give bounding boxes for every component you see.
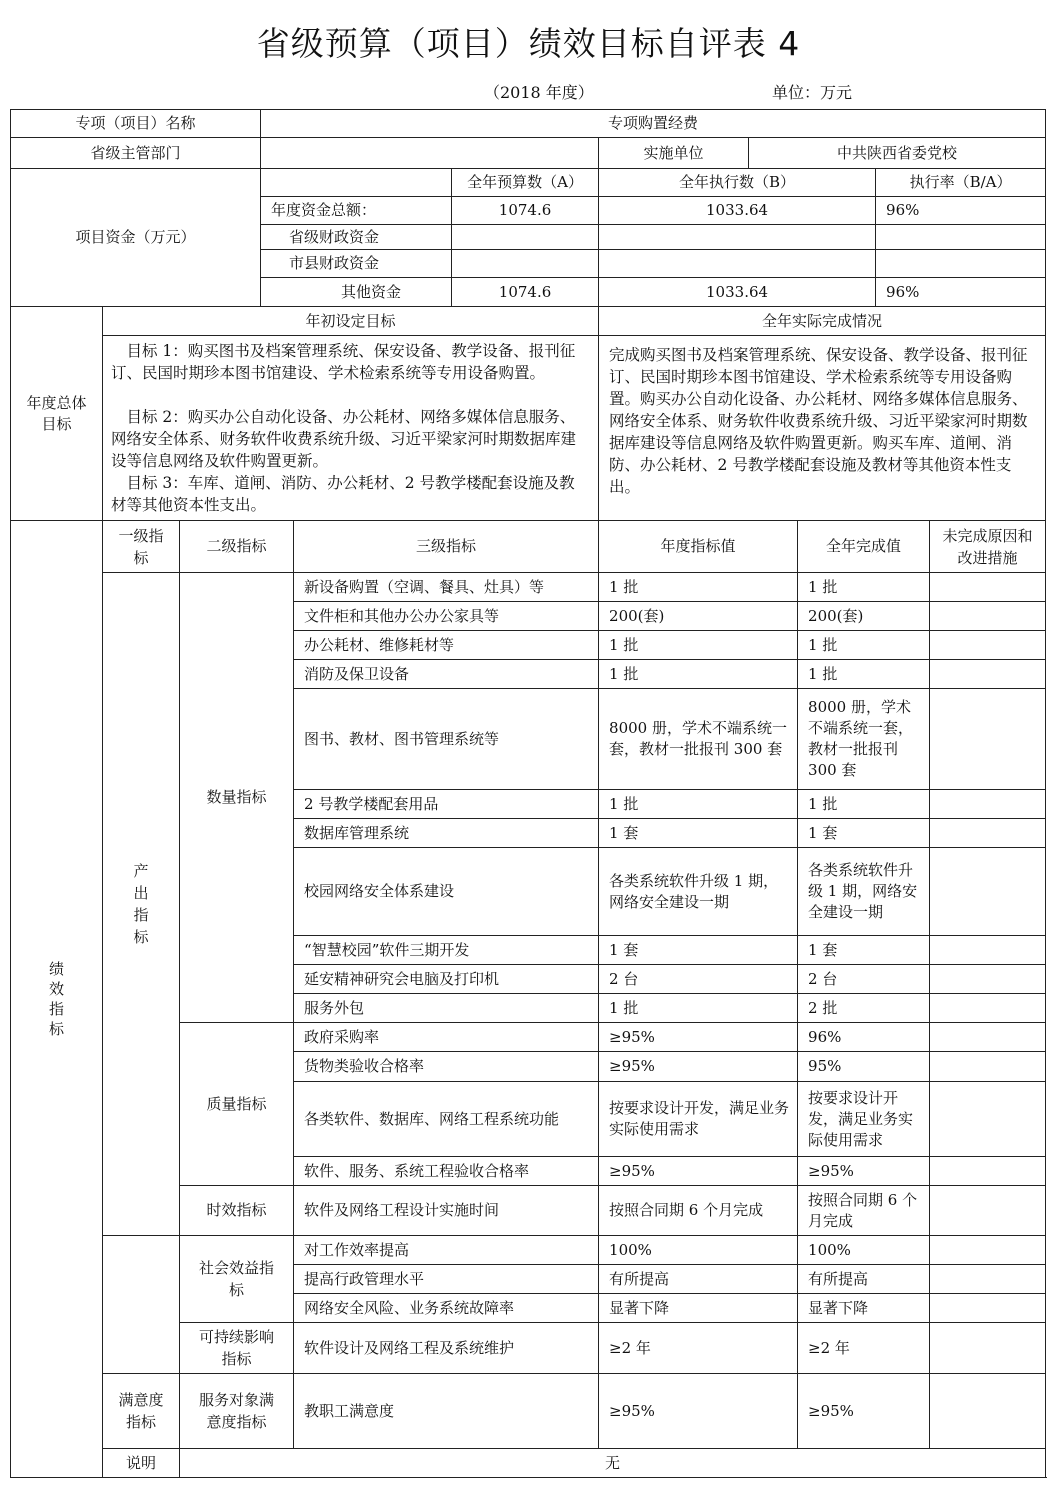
indicator-actual: 1 套	[798, 936, 930, 965]
funds-row-label: 省级财政资金	[261, 225, 452, 250]
level2-quantity: 数量指标	[180, 573, 294, 1023]
goals-label: 年度总体目标	[11, 307, 103, 521]
indicator-reason	[930, 631, 1046, 660]
currency-unit: 单位：万元	[772, 83, 853, 102]
indicator-actual: 1 套	[798, 819, 930, 848]
indicators-label: 绩效指标	[11, 521, 103, 1478]
indicator-actual: ≥95%	[798, 1374, 930, 1449]
funds-row-budget: 1074.6	[452, 278, 599, 307]
indicator-actual: 2 批	[798, 994, 930, 1023]
indicator-actual: 1 批	[798, 573, 930, 602]
indicator-actual: 2 台	[798, 965, 930, 994]
indicator-target: ≥95%	[599, 1374, 798, 1449]
funds-header-rate: 执行率（B/A）	[876, 169, 1046, 197]
indicator-actual: 100%	[798, 1236, 930, 1265]
indicator-name: 服务外包	[294, 994, 599, 1023]
indicator-name: 新设备购置（空调、餐具、灶具）等	[294, 573, 599, 602]
evaluation-table	[10, 109, 1046, 1478]
note-value: 无	[180, 1449, 1046, 1478]
goals-actual: 完成购买图书及档案管理系统、保安设备、教学设备、报刊征订、民国时期珍本图书馆建设、学术检索系统等专用设备购置。购买办公自动化设备、办公耗材、网络多媒体信息服务、网络安全体系、财务软件收费系统升级、习近平梁家河时期数据库建设等信息网络及软件购置更新。购买车库、道闸、消防、办公耗材、2 号教学楼配套设施及教材等其他资本性支出。	[599, 336, 1046, 521]
funds-row-executed: 1033.64	[599, 197, 876, 225]
indicator-reason	[930, 1294, 1046, 1323]
indicator-name: “智慧校园”软件三期开发	[294, 936, 599, 965]
goal-2: 目标 2：购买办公自动化设备、办公耗材、网络多媒体信息服务、网络安全体系、财务软件收费系统升级、习近平梁家河时期数据库建设等信息网络及软件购置更新。	[111, 408, 577, 470]
impl-value: 中共陕西省委党校	[749, 138, 1046, 169]
goal-3: 目标 3：车库、道闸、消防、办公耗材、2 号教学楼配套设施及教材等其他资本性支出。	[111, 474, 575, 514]
header-level1: 一级指标	[103, 521, 180, 573]
project-name-label: 专项（项目）名称	[11, 110, 261, 138]
indicator-target: ≥95%	[599, 1052, 798, 1082]
funds-header-blank	[261, 169, 452, 197]
goals-actual-header: 全年实际完成情况	[599, 307, 1046, 336]
indicator-actual: 1 批	[798, 790, 930, 819]
indicator-name: 软件及网络工程设计实施时间	[294, 1186, 599, 1236]
indicator-name: 教职工满意度	[294, 1374, 599, 1449]
project-name-value: 专项购置经费	[261, 110, 1046, 138]
funds-row-rate: 96%	[876, 278, 1046, 307]
indicator-reason	[930, 936, 1046, 965]
indicator-reason	[930, 1052, 1046, 1082]
indicator-name: 政府采购率	[294, 1023, 599, 1052]
indicator-actual: 按要求设计开发，满足业务实际使用需求	[798, 1082, 930, 1157]
indicator-actual: 95%	[798, 1052, 930, 1082]
indicator-actual: 各类系统软件升级 1 期，网络安全建设一期	[798, 848, 930, 936]
indicator-target: ≥95%	[599, 1023, 798, 1052]
indicator-reason	[930, 1023, 1046, 1052]
indicator-reason	[930, 1236, 1046, 1265]
note-row	[11, 1449, 1046, 1478]
indicator-reason	[930, 848, 1046, 936]
indicator-target: 按照合同期 6 个月完成	[599, 1186, 798, 1236]
indicator-actual: 200(套)	[798, 602, 930, 631]
header-target: 年度指标值	[599, 521, 798, 573]
impl-label: 实施单位	[599, 138, 749, 169]
indicator-reason	[930, 965, 1046, 994]
level2-service: 服务对象满意度指标	[180, 1374, 294, 1449]
dept-value	[261, 138, 599, 169]
funds-row-budget: 1074.6	[452, 197, 599, 225]
indicator-target: 显著下降	[599, 1294, 798, 1323]
indicator-actual: 按照合同期 6 个月完成	[798, 1186, 930, 1236]
funds-row-label: 市县财政资金	[261, 250, 452, 278]
project-name-row	[11, 110, 1046, 138]
indicator-target: ≥95%	[599, 1157, 798, 1186]
funds-row-executed: 1033.64	[599, 278, 876, 307]
indicator-actual: 1 批	[798, 660, 930, 689]
indicator-name: 网络安全风险、业务系统故障率	[294, 1294, 599, 1323]
goals-header-row	[11, 307, 1046, 336]
level1-output: 产出指标	[103, 573, 180, 1236]
indicators-header-row	[11, 521, 1046, 573]
indicator-actual: 8000 册，学术不端系统一套，教材一批报刊 300 套	[798, 689, 930, 790]
indicator-name: 软件、服务、系统工程验收合格率	[294, 1157, 599, 1186]
indicator-name: 图书、教材、图书管理系统等	[294, 689, 599, 790]
indicator-target: 2 台	[599, 965, 798, 994]
level2-quality: 质量指标	[180, 1023, 294, 1186]
goals-initial-header: 年初设定目标	[103, 307, 599, 336]
level2-sustainable: 可持续影响指标	[180, 1323, 294, 1374]
indicator-reason	[930, 790, 1046, 819]
goal-1: 目标 1：购买图书及档案管理系统、保安设备、教学设备、报刊征订、民国时期珍本图书馆建设、学术检索系统等专用设备购置。	[111, 342, 576, 382]
indicator-target: 1 批	[599, 573, 798, 602]
level2-social: 社会效益指标	[180, 1236, 294, 1323]
level2-timeliness: 时效指标	[180, 1186, 294, 1236]
indicator-reason	[930, 1157, 1046, 1186]
indicator-target: 1 批	[599, 790, 798, 819]
indicator-row	[11, 1374, 1046, 1449]
indicator-reason	[930, 689, 1046, 790]
indicator-name: 软件设计及网络工程及系统维护	[294, 1323, 599, 1374]
indicator-name: 文件柜和其他办公办公家具等	[294, 602, 599, 631]
indicator-target: 1 套	[599, 819, 798, 848]
indicator-target: ≥2 年	[599, 1323, 798, 1374]
header-level3: 三级指标	[294, 521, 599, 573]
indicator-target: 1 批	[599, 994, 798, 1023]
indicator-name: 消防及保卫设备	[294, 660, 599, 689]
indicator-reason	[930, 1186, 1046, 1236]
indicator-reason	[930, 1374, 1046, 1449]
indicator-actual: ≥2 年	[798, 1323, 930, 1374]
indicator-target: 1 批	[599, 631, 798, 660]
goals-initial	[103, 336, 599, 521]
indicator-row	[11, 573, 1046, 602]
indicator-reason	[930, 994, 1046, 1023]
funds-row-rate	[876, 225, 1046, 250]
funds-row-budget	[452, 225, 599, 250]
fiscal-year: （2018 年度）	[484, 83, 594, 102]
indicator-reason	[930, 1082, 1046, 1157]
funds-row-rate	[876, 250, 1046, 278]
indicator-row	[11, 1236, 1046, 1265]
indicator-reason	[930, 660, 1046, 689]
indicator-target: 有所提高	[599, 1265, 798, 1294]
indicator-target: 8000 册，学术不端系统一套，教材一批报刊 300 套	[599, 689, 798, 790]
indicator-name: 提高行政管理水平	[294, 1265, 599, 1294]
funds-label: 项目资金（万元）	[11, 169, 261, 307]
indicator-name: 数据库管理系统	[294, 819, 599, 848]
header-reason: 未完成原因和改进措施	[930, 521, 1046, 573]
indicator-name: 2 号教学楼配套用品	[294, 790, 599, 819]
funds-header-executed: 全年执行数（B）	[599, 169, 876, 197]
goals-content-row	[11, 336, 1046, 521]
funds-row-rate: 96%	[876, 197, 1046, 225]
indicator-actual: 显著下降	[798, 1294, 930, 1323]
funds-row-executed	[599, 250, 876, 278]
indicator-reason	[930, 602, 1046, 631]
indicator-name: 各类软件、数据库、网络工程系统功能	[294, 1082, 599, 1157]
indicator-reason	[930, 1323, 1046, 1374]
indicator-target: 1 套	[599, 936, 798, 965]
funds-row-label: 其他资金	[261, 278, 452, 307]
indicator-name: 货物类验收合格率	[294, 1052, 599, 1082]
indicator-reason	[930, 1265, 1046, 1294]
indicator-target: 各类系统软件升级 1 期，网络安全建设一期	[599, 848, 798, 936]
indicator-reason	[930, 819, 1046, 848]
page-title: 省级预算（项目）绩效目标自评表 4	[256, 24, 801, 63]
header-actual: 全年完成值	[798, 521, 930, 573]
note-label: 说明	[103, 1449, 180, 1478]
funds-row-budget	[452, 250, 599, 278]
indicator-actual: 1 批	[798, 631, 930, 660]
indicator-target: 按要求设计开发，满足业务实际使用需求	[599, 1082, 798, 1157]
funds-row-executed	[599, 225, 876, 250]
department-row	[11, 138, 1046, 169]
indicator-actual: ≥95%	[798, 1157, 930, 1186]
funds-header-budget: 全年预算数（A）	[452, 169, 599, 197]
indicator-target: 200(套)	[599, 602, 798, 631]
indicator-name: 办公耗材、维修耗材等	[294, 631, 599, 660]
level1-benefit	[103, 1236, 180, 1374]
dept-label: 省级主管部门	[11, 138, 261, 169]
funds-header-row	[11, 169, 1046, 197]
indicator-target: 1 批	[599, 660, 798, 689]
funds-row-label: 年度资金总额：	[261, 197, 452, 225]
header-level2: 二级指标	[180, 521, 294, 573]
indicator-actual: 有所提高	[798, 1265, 930, 1294]
indicator-name: 对工作效率提高	[294, 1236, 599, 1265]
indicator-target: 100%	[599, 1236, 798, 1265]
level1-satisfaction: 满意度指标	[103, 1374, 180, 1449]
indicator-name: 延安精神研究会电脑及打印机	[294, 965, 599, 994]
indicator-name: 校园网络安全体系建设	[294, 848, 599, 936]
indicator-actual: 96%	[798, 1023, 930, 1052]
indicator-reason	[930, 573, 1046, 602]
